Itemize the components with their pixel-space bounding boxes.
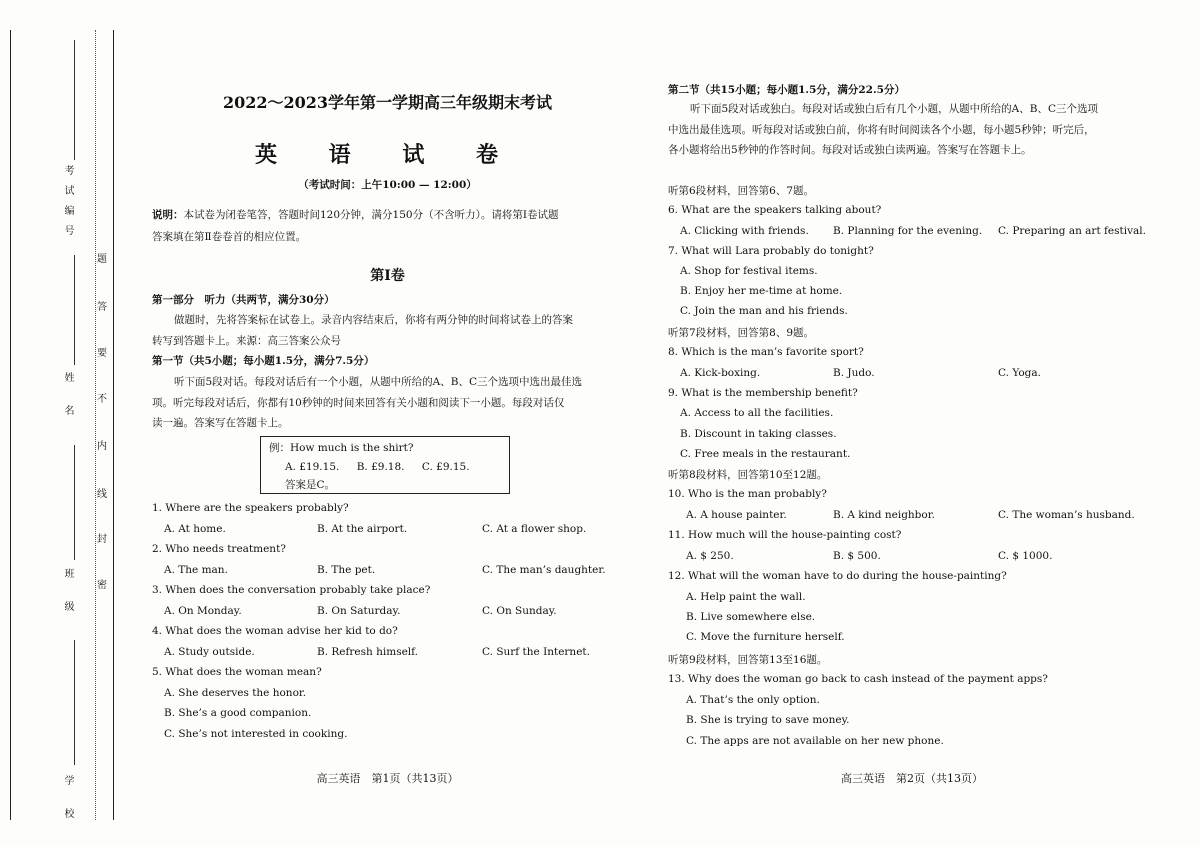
exam-page-2 [662,0,1162,846]
option-c: C. Surf the Internet. [482,646,590,658]
question-4: 4. What does the woman advise her kid to do? [152,625,398,637]
question-5: 5. What does the woman mean? [152,666,322,678]
option-c: C. Preparing an art festival. [998,225,1146,237]
option-c: C. The apps are not available on her new phone. [686,735,944,747]
option-a: A. On Monday. [164,605,242,617]
option-c: C. Join the man and his friends. [680,305,848,317]
page-footer: 高三英语 第2页（共13页） [841,772,983,785]
question-8: 8. Which is the man’s favorite sport? [668,346,864,358]
material-heading: 听第6段材料，回答第6、7题。 [668,185,815,197]
example-option: A. £19.15. [285,460,340,473]
option-c: C. $ 1000. [998,550,1053,562]
part1-title: 第一部分 听力（共两节，满分30分） [152,294,335,306]
exam-time: （考试时间：上午10:00 — 12:00） [298,179,477,191]
exam-page-1 [140,0,635,846]
directions-line: 做题时，先将答案标在试卷上。录音内容结束后，你将有两分钟的时间将试卷上的答案 [174,314,573,326]
section1-directions [152,372,632,434]
option-b: B. The pet. [317,564,376,576]
option-b: B. Planning for the evening. [833,225,983,237]
class-label: 班 级 [62,568,73,622]
seal-char: 封 [97,534,107,545]
option-b: B. A kind neighbor. [833,509,935,521]
question-13: 13. Why does the woman go back to cash instead of the payment apps? [668,673,1048,685]
instructions-label: 说明： [152,209,184,221]
option-a: A. Access to all the facilities. [680,407,834,419]
option-a: A. Study outside. [164,646,255,658]
example-option: B. £9.18. [356,460,405,473]
margin-border-line [113,30,114,820]
option-b: B. She’s a good companion. [164,707,312,719]
option-b: B. Live somewhere else. [686,611,816,623]
exam-no-label: 考试编号 [62,165,73,245]
exam-no-fill-line [74,40,75,160]
question-11: 11. How much will the house-painting cost? [668,529,902,541]
option-b: B. On Saturday. [317,605,401,617]
option-b: B. Refresh himself. [317,646,419,658]
option-a: A. Help paint the wall. [686,591,806,603]
part1-directions [152,310,632,351]
option-a: A. A house painter. [686,509,787,521]
material-heading: 听第8段材料，回答第10至12题。 [668,469,828,481]
material-heading: 听第9段材料，回答第13至16题。 [668,654,828,666]
margin-border-line [10,30,11,820]
option-b: B. Discount in taking classes. [680,428,837,440]
option-b: B. $ 500. [833,550,881,562]
option-c: C. The woman’s husband. [998,509,1135,521]
section2-title: 第二节（共15小题；每小题1.5分，满分22.5分） [668,84,905,96]
question-1: 1. Where are the speakers probably? [152,502,349,514]
option-b: B. She is trying to save money. [686,714,850,726]
option-c: C. On Sunday. [482,605,557,617]
option-a: A. That’s the only option. [686,694,820,706]
directions-line: 各小题将给出5秒钟的作答时间。每段对话或独白读两遍。答案写在答题卡上。 [668,144,1032,156]
option-a: A. Clicking with friends. [680,225,809,237]
question-12: 12. What will the woman have to do during the house-painting? [668,570,1007,582]
question-3: 3. When does the conversation probably take place? [152,584,431,596]
option-b: B. Enjoy her me-time at home. [680,285,843,297]
name-label: 姓 名 [62,372,73,426]
option-a: A. She deserves the honor. [164,687,307,699]
seal-char: 不 [97,394,107,405]
option-c: C. Free meals in the restaurant. [680,448,851,460]
binding-margin [0,0,130,846]
option-b: B. At the airport. [317,523,408,535]
example-question: 例：How much is the shirt? [269,442,414,454]
directions-line: 听下面5段对话或独白。每段对话或独白后有几个小题，从题中所给的A、B、C三个选项 [690,103,1099,115]
question-6: 6. What are the speakers talking about? [668,204,882,216]
option-a: A. $ 250. [686,550,734,562]
seal-char: 线 [97,489,107,500]
option-a: A. Kick-boxing. [680,367,761,379]
directions-line: 转写到答题卡上。来源：高三答案公众号 [152,334,341,347]
directions-line: 听下面5段对话。每段对话后有一个小题，从题中所给的A、B、C三个选项中选出最佳选 [174,376,583,388]
section2-directions [668,99,1160,161]
option-a: A. The man. [164,564,228,576]
seal-dotted-line [95,30,96,820]
seal-char: 答 [97,302,107,313]
option-c: C. Move the furniture herself. [686,631,845,643]
seal-char: 内 [97,441,107,452]
instructions-line: 答案填在第Ⅱ卷卷首的相应位置。 [152,231,307,243]
directions-line: 项。听完每段对话后，你都有10秒钟的时间来回答有关小题和阅读下一小题。每段对话仅 [152,396,565,409]
option-a: A. At home. [164,523,226,535]
volume-title: 第Ⅰ卷 [370,268,405,284]
option-b: B. Judo. [833,367,875,379]
school-fill-line [74,640,75,765]
class-fill-line [74,445,75,560]
school-label: 学 校 [62,775,73,829]
page-footer: 高三英语 第1页（共13页） [316,772,459,785]
seal-char: 要 [97,348,107,359]
seal-char: 题 [97,254,107,265]
exam-title: 2022～2023学年第一学期高三年级期末考试 [222,93,553,112]
example-box [260,436,510,494]
option-a: A. Shop for festival items. [680,265,818,277]
instructions-line: 本试卷为闭卷笔答，答题时间120分钟，满分150分（不含听力）。请将第Ⅰ卷试题 [183,209,559,221]
section1-title: 第一节（共5小题；每小题1.5分，满分7.5分） [152,355,375,367]
material-heading: 听第7段材料，回答第8、9题。 [668,327,815,339]
name-fill-line [74,255,75,365]
seal-char: 密 [97,580,107,591]
question-10: 10. Who is the man probably? [668,488,827,500]
option-c: C. At a flower shop. [482,523,587,535]
example-option: C. £9.15. [421,460,470,473]
subject-title: 英 语 试 卷 [255,143,520,168]
example-answer: 答案是C。 [285,479,336,491]
instructions [152,204,632,248]
option-c: C. Yoga. [998,367,1041,379]
question-7: 7. What will Lara probably do tonight? [668,245,874,257]
question-9: 9. What is the membership benefit? [668,387,858,399]
option-c: C. She’s not interested in cooking. [164,728,348,740]
directions-line: 中选出最佳选项。听每段对话或独白前，你将有时间阅读各个小题，每小题5秒钟；听完后， [668,123,1095,136]
option-c: C. The man’s daughter. [482,564,606,576]
directions-line: 读一遍。答案写在答题卡上。 [152,417,289,429]
question-2: 2. Who needs treatment? [152,543,286,555]
